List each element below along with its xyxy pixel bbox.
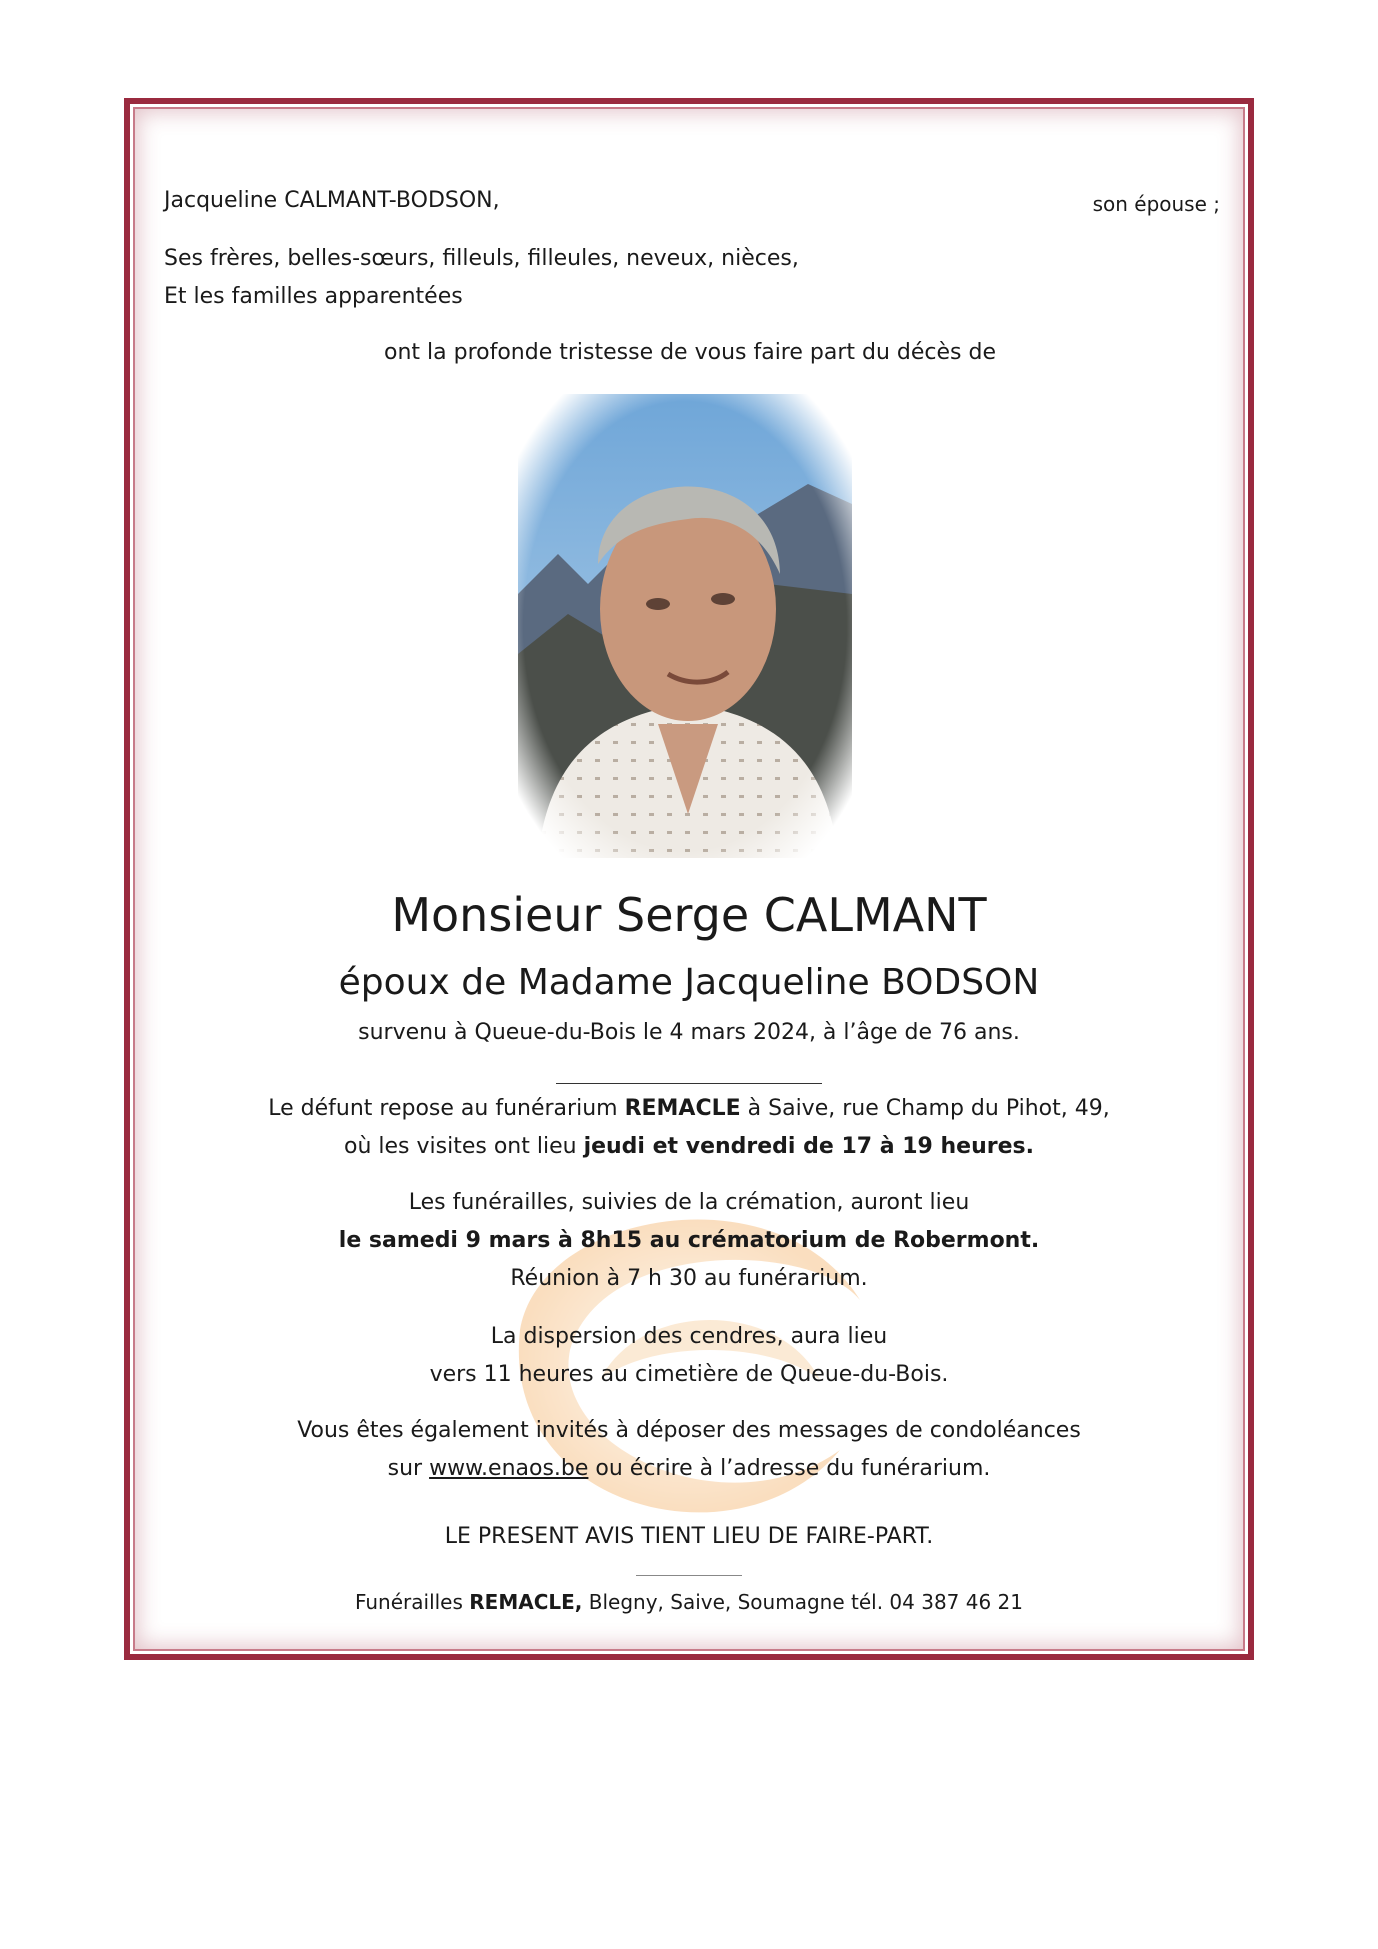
deceased-spouse-of: époux de Madame Jacqueline BODSON xyxy=(338,962,1040,1003)
spouse-name: Jacqueline CALMANT-BODSON, xyxy=(164,188,500,213)
funeral-meeting-time: Réunion à 7 h 30 au funérarium. xyxy=(510,1266,868,1291)
condolences-text-post: ou écrire à l’adresse du funérarium. xyxy=(588,1456,991,1481)
footer-funeral-home xyxy=(0,1590,1378,1614)
condolences-text-pre: sur xyxy=(387,1456,430,1481)
visitation-text-1: Le défunt repose au funérarium xyxy=(268,1096,625,1121)
spouse-role: son épouse ; xyxy=(1092,192,1220,216)
relatives-line-1: Ses frères, belles-sœurs, filleuls, filleules, neveux, nièces, xyxy=(164,246,799,271)
deceased-name: Monsieur Serge CALMANT xyxy=(391,888,987,942)
deceased-portrait-photo xyxy=(518,394,852,858)
footer-brand: REMACLE, xyxy=(469,1590,583,1614)
funeral-date-location: le samedi 9 mars à 8h15 au crématorium de Robermont. xyxy=(338,1228,1040,1253)
dispersion-line-2: vers 11 heures au cimetière de Queue-du-Bois. xyxy=(429,1362,949,1387)
dispersion-line-1: La dispersion des cendres, aura lieu xyxy=(490,1324,888,1349)
visitation-address: à Saive, rue Champ du Pihot, 49, xyxy=(740,1096,1110,1121)
funeral-line-1: Les funérailles, suivies de la crémation, auront lieu xyxy=(408,1190,970,1215)
visitation-hours: jeudi et vendredi de 17 à 19 heures. xyxy=(583,1134,1034,1159)
visitation-line-1 xyxy=(0,1096,1378,1121)
death-info: survenu à Queue-du-Bois le 4 mars 2024, à l’âge de 76 ans. xyxy=(358,1020,1020,1045)
visitation-line-2 xyxy=(0,1134,1378,1159)
condolences-line-2 xyxy=(0,1456,1378,1481)
notice-statement: LE PRESENT AVIS TIENT LIEU DE FAIRE-PART. xyxy=(444,1524,934,1549)
visitation-text-2: où les visites ont lieu xyxy=(344,1134,584,1159)
condolences-line-1: Vous êtes également invités à déposer des messages de condoléances xyxy=(297,1418,1081,1443)
funeral-home-name: REMACLE xyxy=(624,1096,741,1121)
footer-text-pre: Funérailles xyxy=(354,1590,470,1614)
footer-contact: Blegny, Saive, Soumagne tél. 04 387 46 21 xyxy=(582,1590,1024,1614)
footer-separator xyxy=(636,1575,742,1576)
separator-line xyxy=(556,1083,822,1084)
relatives-line-2: Et les familles apparentées xyxy=(164,284,463,309)
condolences-website-link[interactable]: www.enaos.be xyxy=(429,1456,589,1481)
announcement-intro: ont la profonde tristesse de vous faire part du décès de xyxy=(384,340,996,365)
